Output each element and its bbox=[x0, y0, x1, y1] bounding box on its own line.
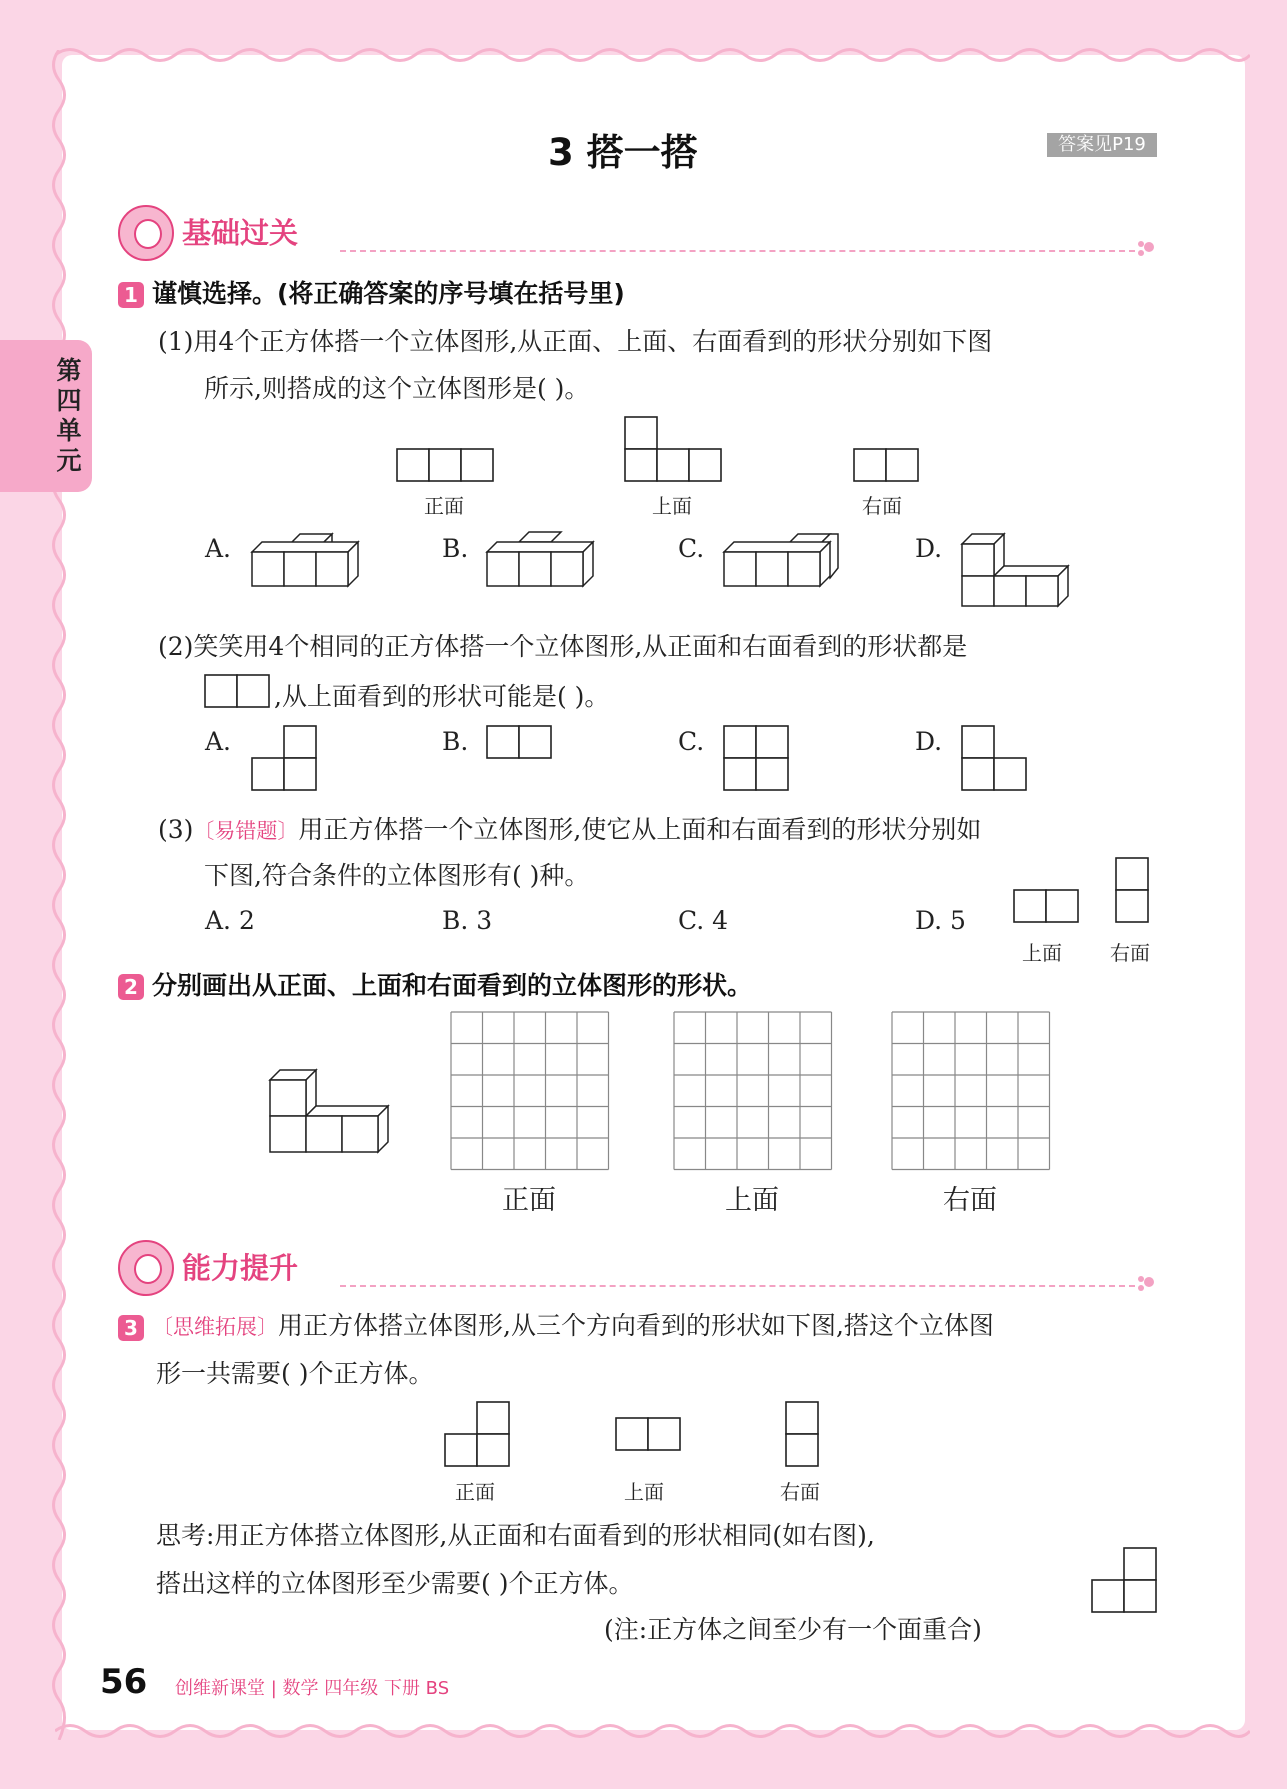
q1p2-option-c-figure bbox=[722, 724, 792, 794]
unit-side-tab bbox=[0, 340, 92, 492]
q3-right-view-label: 右面 bbox=[780, 1480, 820, 1504]
mascot-avatar-icon bbox=[118, 205, 174, 261]
q1p2-option-b-figure bbox=[485, 724, 555, 764]
think-line1: 思考:用正方体搭立体图形,从正面和右面看到的形状相同(如右图), bbox=[156, 1521, 875, 1550]
think-note: (注:正方体之间至少有一个面重合) bbox=[604, 1615, 982, 1644]
dots-icon bbox=[1135, 238, 1165, 258]
section-basic-title: 基础过关 bbox=[182, 216, 299, 250]
q2-grid-top-label: 上面 bbox=[725, 1185, 779, 1216]
q1-part3-line1 bbox=[158, 810, 981, 846]
q1p2-inline-view-figure bbox=[204, 674, 272, 708]
q3-front-view-label: 正面 bbox=[455, 1480, 495, 1504]
view-right-figure bbox=[852, 415, 922, 485]
q1p3-text: 用正方体搭一个立体图形,使它从上面和右面看到的形状分别如 bbox=[298, 815, 982, 844]
q1p2-option-a-figure bbox=[250, 724, 320, 794]
question-number-badge: 3 bbox=[118, 1315, 144, 1341]
wavy-border-bottom bbox=[55, 1720, 1250, 1742]
view-top-label: 上面 bbox=[652, 494, 692, 518]
q2-grid-top[interactable] bbox=[673, 1011, 833, 1171]
q1-part1-line1: (1)用4个正方体搭一个立体图形,从正面、上面、右面看到的形状分别如下图 bbox=[158, 327, 993, 356]
option-d-cubes bbox=[960, 532, 1072, 608]
q2-grid-right-label: 右面 bbox=[943, 1185, 997, 1216]
q3-top-view-figure bbox=[614, 1416, 684, 1456]
q1p3-right-view-label: 右面 bbox=[1110, 941, 1150, 965]
q1p1-option-c[interactable]: C. bbox=[678, 534, 705, 563]
q1-part3-line2: 下图,符合条件的立体图形有( )种。 bbox=[204, 861, 590, 890]
wavy-border-left bbox=[48, 50, 70, 1740]
q3-right-view-figure bbox=[784, 1400, 822, 1470]
page-title: 3 搭一搭 bbox=[548, 131, 698, 174]
view-front-figure bbox=[395, 415, 495, 485]
q1-part2-line2: ,从上面看到的形状可能是( )。 bbox=[274, 682, 610, 711]
q1-part2-line1: (2)笑笑用4个相同的正方体搭一个立体图形,从正面和右面看到的形状都是 bbox=[158, 632, 968, 661]
answer-reference: 答案见P19 bbox=[1047, 133, 1157, 157]
thinking-extension-tag: 〔思维拓展〕 bbox=[152, 1315, 278, 1339]
think-line2: 搭出这样的立体图形至少需要( )个正方体。 bbox=[156, 1569, 634, 1598]
view-top-figure bbox=[623, 415, 723, 485]
dots-icon bbox=[1135, 1273, 1165, 1293]
question-1-text: 谨慎选择。(将正确答案的序号填在括号里) bbox=[152, 279, 625, 308]
q1p1-option-d[interactable]: D. bbox=[915, 534, 943, 563]
option-b-cubes bbox=[485, 530, 600, 588]
q1p1-option-b[interactable]: B. bbox=[442, 534, 469, 563]
option-a-cubes bbox=[250, 530, 365, 588]
q1p2-option-b[interactable]: B. bbox=[442, 727, 469, 756]
question-3-line2: 形一共需要( )个正方体。 bbox=[156, 1359, 434, 1388]
view-front-label: 正面 bbox=[424, 494, 464, 518]
q1p2-option-c[interactable]: C. bbox=[678, 727, 705, 756]
q1p1-option-a[interactable]: A. bbox=[205, 534, 232, 563]
q2-grid-front[interactable] bbox=[450, 1011, 610, 1171]
q1p3-option-d[interactable]: D. 5 bbox=[915, 906, 966, 935]
page-number: 56 bbox=[100, 1662, 148, 1702]
wavy-border-top bbox=[55, 44, 1250, 66]
footer-book-info: 创维新课堂 | 数学 四年级 下册 BS bbox=[175, 1678, 450, 1699]
section-divider bbox=[340, 1285, 1135, 1287]
unit-label: 第四单元 bbox=[56, 356, 82, 475]
question-1-stem bbox=[118, 274, 625, 310]
q1p2-option-d-figure bbox=[960, 724, 1030, 794]
error-prone-tag: 〔易错题〕 bbox=[193, 819, 299, 843]
q1p3-prefix: (3) bbox=[158, 815, 194, 844]
question-2-stem bbox=[118, 966, 752, 1002]
q1-part1-line2: 所示,则搭成的这个立体图形是( )。 bbox=[204, 374, 590, 403]
q3-top-view-label: 上面 bbox=[624, 1480, 664, 1504]
q1p2-option-d[interactable]: D. bbox=[915, 727, 943, 756]
mascot-avatar-icon bbox=[118, 1240, 174, 1296]
think-view-figure bbox=[1090, 1546, 1160, 1616]
q3-front-view-figure bbox=[443, 1400, 513, 1470]
q1p3-option-c[interactable]: C. 4 bbox=[678, 906, 729, 935]
q2-grid-front-label: 正面 bbox=[502, 1185, 556, 1216]
view-right-label: 右面 bbox=[862, 494, 902, 518]
section-advanced-title: 能力提升 bbox=[182, 1251, 299, 1285]
q2-grid-right[interactable] bbox=[891, 1011, 1051, 1171]
option-c-cubes bbox=[722, 530, 844, 588]
question-2-text: 分别画出从正面、上面和右面看到的立体图形的形状。 bbox=[152, 971, 753, 1000]
q1p3-top-view-figure bbox=[1012, 888, 1082, 928]
question-3-text: 用正方体搭立体图形,从三个方向看到的形状如下图,搭这个立体图 bbox=[278, 1311, 994, 1340]
section-divider bbox=[340, 250, 1135, 252]
q1p3-right-view-figure bbox=[1114, 856, 1152, 926]
question-number-badge: 1 bbox=[118, 282, 144, 308]
question-3-line1 bbox=[118, 1306, 994, 1342]
q1p3-option-b[interactable]: B. 3 bbox=[442, 906, 493, 935]
question-number-badge: 2 bbox=[118, 974, 144, 1000]
q1p2-option-a[interactable]: A. bbox=[205, 727, 232, 756]
q1p3-top-view-label: 上面 bbox=[1022, 941, 1062, 965]
q2-solid-figure bbox=[268, 1068, 392, 1156]
q1p3-option-a[interactable]: A. 2 bbox=[205, 906, 255, 935]
